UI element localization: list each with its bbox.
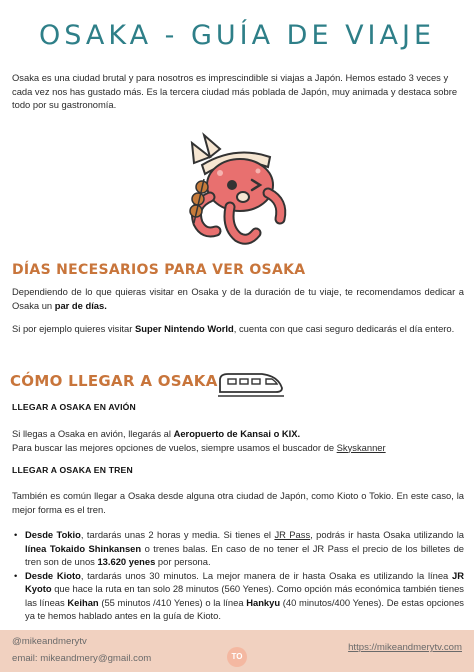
como-llegar-heading: CÓMO LLEGAR A OSAKA (10, 372, 218, 390)
page-title: OSAKA - GUÍA DE VIAJE (38, 20, 436, 51)
bullet-train-icon (216, 370, 286, 398)
intro-paragraph: Osaka es una ciudad brutal y para nosotros es imprescindible si viajas a Japón. Hemos estado 3 veces y cada vez nos has gustado más. Es la tercera ciudad más poblada de Japón, muy animada y destaca sobre todo por su gastronomía. (12, 72, 458, 110)
skyscanner-link[interactable]: Skyskanner (336, 441, 386, 453)
list-item-kioto: • Desde Kioto, tardarás unos 30 minutos. La mejor manera de ir hasta Osaka es utilizando la línea JR Kyoto que hace la ruta en tan solo 28 minutos (560 Yenes). Como opción más económica también tienes las líneas Keihan (55 minutos /410 Yenes) o la línea Hankyu (40 minutos/400 Yenes). De estas opciones ya te hemos hablado antes en la guía de Kioto. (25, 569, 464, 623)
list-item-tokio: • Desde Tokio, tardarás unas 2 horas y media. Si tienes el JR Pass, podrás ir hasta Osaka utilizando la línea Tokaido Shinkansen o trenes balas. En caso de no tener el JR Pass el precio de los billetes de tren son de unos 13.620 yenes por persona. (25, 528, 464, 569)
dias-heading: DÍAS NECESARIOS PARA VER OSAKA (12, 262, 306, 278)
train-options-list (12, 528, 464, 623)
footer-email: email: mikeandmery@gmail.com (12, 653, 152, 664)
footer-badge-icon: TO (227, 647, 247, 667)
tren-subheading: LLEGAR A OSAKA EN TREN (12, 465, 133, 475)
octopus-illustration (180, 127, 294, 247)
avion-subheading: LLEGAR A OSAKA EN AVIÓN (12, 402, 136, 412)
tren-intro-paragraph: También es común llegar a Osaka desde alguna otra ciudad de Japón, como Kioto o Tokio. En este caso, la mejor forma es el tren. (12, 490, 464, 515)
footer-website-link[interactable]: https://mikeandmerytv.com (348, 642, 462, 653)
footer-handle: @mikeandmerytv (12, 636, 87, 647)
avion-paragraph: Si llegas a Osaka en avión, llegarás al Aeropuerto de Kansai o KIX. Para buscar las mejores opciones de vuelos, siempre usamos el buscador de Skyskanner (12, 428, 386, 453)
jr-pass-link[interactable]: JR Pass (274, 529, 311, 540)
dias-paragraph-2: Si por ejemplo quieres visitar Super Nintendo World, cuenta con que casi seguro dedicarás el día entero. (12, 323, 455, 334)
dias-paragraph-1: Dependiendo de lo que quieras visitar en Osaka y de la duración de tu viaje, te recomendamos dedicar a Osaka un par de días. (12, 286, 464, 311)
